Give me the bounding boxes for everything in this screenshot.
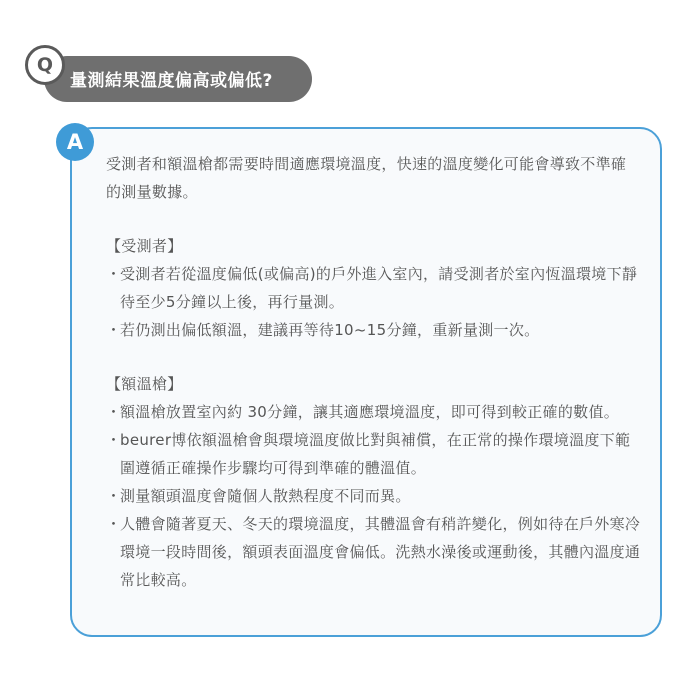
question-text: 量測結果溫度偏高或偏低? — [70, 71, 273, 91]
bullet-icon: ・ — [106, 265, 122, 283]
bullet-icon: ・ — [106, 431, 122, 449]
list-item: ・人體會隨著夏天、冬天的環境溫度，其體溫會有稍許變化，例如待在戶外寒冷環境一段時間後，額頭表面溫度會偏低。洗熱水澡後或運動後，其體內溫度通常比較高。 — [106, 510, 641, 594]
list-item: ・若仍測出偏低額溫，建議再等待10~15分鐘，重新量測一次。 — [106, 316, 641, 344]
list-item: ・測量額頭溫度會隨個人散熱程度不同而異。 — [106, 482, 641, 510]
question-badge: Q — [25, 45, 65, 85]
section-title-thermometer: 【額溫槍】 — [106, 375, 183, 393]
bullet-icon: ・ — [106, 321, 122, 339]
section-title-subject: 【受測者】 — [106, 237, 183, 255]
list-item: ・受測者若從溫度偏低(或偏高)的戶外進入室內，請受測者於室內恆溫環境下靜待至少5分鐘以上後，再行量測。 — [106, 260, 641, 316]
answer-content — [106, 150, 641, 594]
answer-badge: A — [56, 123, 94, 161]
list-item: ・額溫槍放置室內約 30分鐘，讓其適應環境溫度，即可得到較正確的數值。 — [106, 398, 641, 426]
bullet-icon: ・ — [106, 515, 122, 533]
bullet-icon: ・ — [106, 487, 122, 505]
answer-intro: 受測者和額溫槍都需要時間適應環境溫度，快速的溫度變化可能會導致不準確的測量數據。 — [106, 155, 627, 201]
list-item: ・beurer博依額溫槍會與環境溫度做比對與補償，在正常的操作環境溫度下範圍遵循正確操作步驟均可得到準確的體溫值。 — [106, 426, 641, 482]
bullet-icon: ・ — [106, 403, 122, 421]
